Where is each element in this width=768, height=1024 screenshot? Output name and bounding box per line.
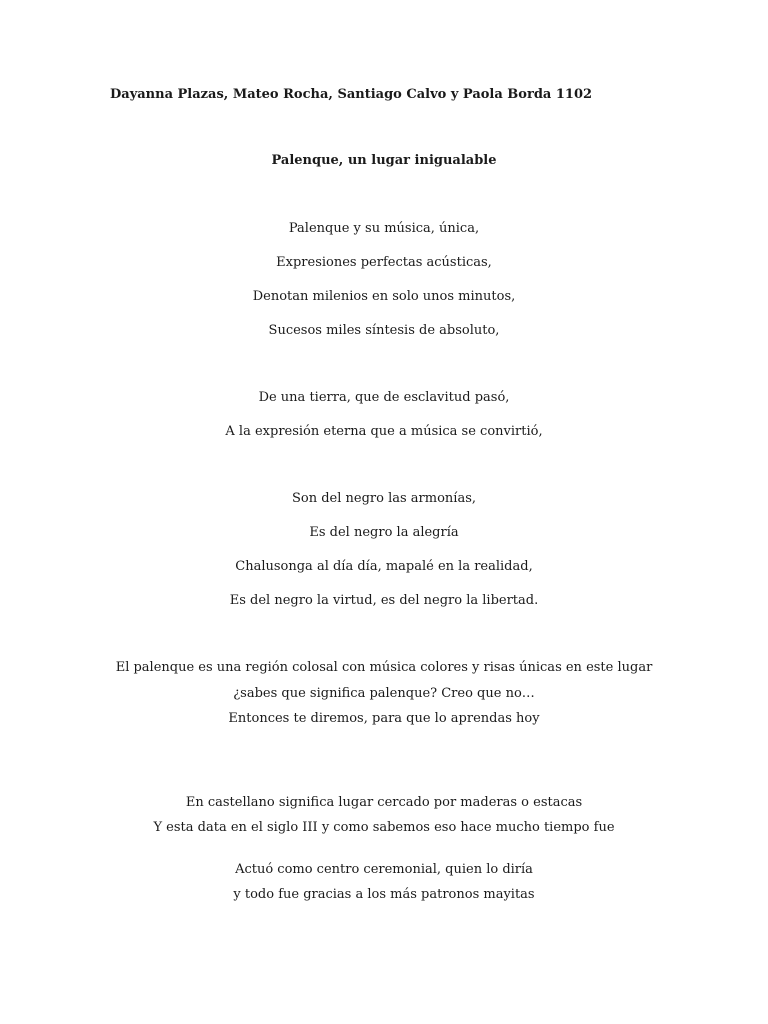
- poem-line: Es del negro la virtud, es del negro la libertad.: [229, 593, 539, 608]
- poem-line: ¿sabes que significa palenque? Creo que no…: [233, 686, 535, 701]
- poem-line: y todo fue gracias a los más patronos mayitas: [233, 887, 535, 902]
- poem-line: Chalusonga al día día, mapalé en la realidad,: [235, 559, 533, 574]
- poem-line: Palenque y su música, única,: [288, 221, 480, 236]
- poem-line: En castellano significa lugar cercado por maderas o estacas: [185, 795, 583, 810]
- poem-line: Actuó como centro ceremonial, quien lo diría: [235, 862, 533, 877]
- poem-line: A la expresión eterna que a música se convirtió,: [225, 424, 543, 439]
- poem-line: Es del negro la alegría: [309, 525, 459, 540]
- poem-line: Sucesos miles síntesis de absoluto,: [268, 323, 500, 338]
- poem-line: Expresiones perfectas acústicas,: [276, 255, 492, 270]
- poem-line: Entonces te diremos, para que lo aprendas hoy: [228, 711, 540, 726]
- poem-line: Y esta data en el siglo III y como sabemos eso hace mucho tiempo fue: [153, 820, 615, 835]
- poem-title: Palenque, un lugar inigualable: [271, 153, 497, 168]
- poem-line: Son del negro las armonías,: [291, 491, 477, 506]
- poem-line: Denotan milenios en solo unos minutos,: [252, 289, 516, 304]
- poem-line: De una tierra, que de esclavitud pasó,: [258, 390, 510, 405]
- poem-line: El palenque es una región colosal con música colores y risas únicas en este lugar: [115, 660, 653, 675]
- authors-line: Dayanna Plazas, Mateo Rocha, Santiago Calvo y Paola Borda 1102: [110, 87, 593, 102]
